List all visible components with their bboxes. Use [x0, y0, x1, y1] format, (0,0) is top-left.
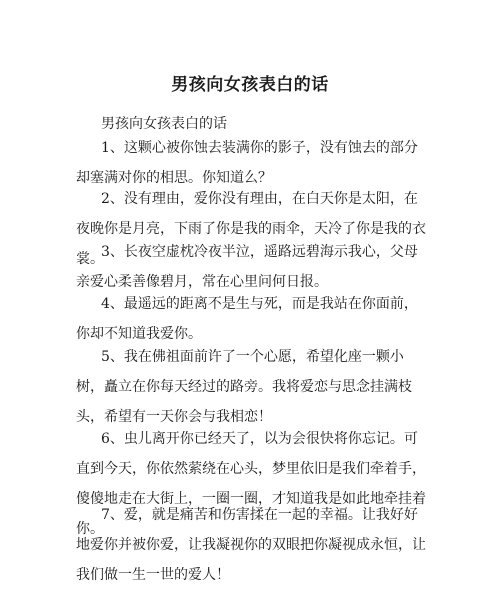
paragraph-6: 6、虫儿离开你已经天了，以为会很快将你忘记。可直到今天，你依然萦绕在心头，梦里依旧是我们牵着手，傻傻地走在大街上，一圈一圈，才知道我是如此地牵挂着你。 — [76, 431, 426, 537]
paragraph-7: 7、爱，就是痛苦和伤害揉在一起的幸福。让我好好地爱你并被你爱，让我凝视你的双眼把你凝视成永恒，让我们做一生一世的爱人！ — [76, 507, 426, 583]
document-subtitle: 男孩向女孩表白的话 — [101, 116, 227, 132]
paragraph-4: 4、最遥远的距离不是生与死，而是我站在你面前，你却不知道我爱你。 — [76, 296, 418, 342]
paragraph-5: 5、我在佛祖面前许了一个心愿，希望化座一颗小树，矗立在你每天经过的路旁。我将爱恋与思念挂满枝头，希望有一天你会与我相恋！ — [76, 349, 412, 425]
paragraph-3: 3、长夜空虚枕冷夜半泣，遥路远碧海示我心，父母亲爱心柔善像碧月，常在心里问何日报。 — [76, 244, 418, 290]
document-title: 男孩向女孩表白的话 — [171, 75, 329, 95]
paragraph-2: 2、没有理由，爱你没有理由，在白天你是太阳，在夜晚你是月亮，下雨了你是我的雨伞，天冷了你是我的衣裳。 — [76, 191, 426, 267]
paragraph-1: 1、这颗心被你蚀去装满你的影子，没有蚀去的部分却塞满对你的相思。你知道么？ — [76, 140, 418, 186]
